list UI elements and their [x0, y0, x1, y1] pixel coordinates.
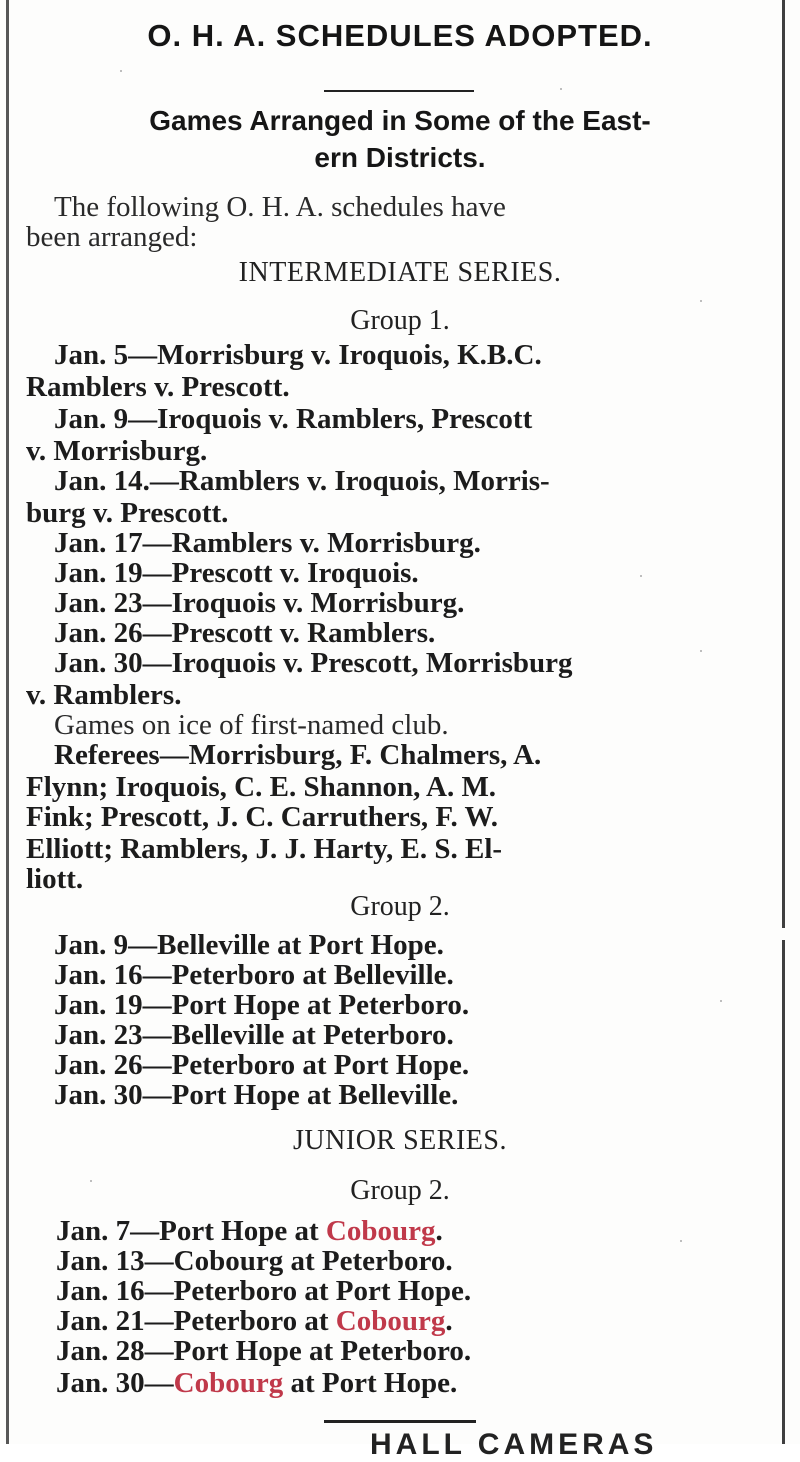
junior-series-title: JUNIOR SERIES.: [293, 1125, 507, 1156]
at-word: at: [294, 1215, 319, 1247]
referees-line: liott.: [26, 863, 84, 895]
game-date: Jan. 30: [56, 1367, 145, 1399]
schedule-line: Jan. 30—Iroquois v. Prescott, Morrisburg: [54, 647, 573, 679]
headline: O. H. A. SCHEDULES ADOPTED.: [147, 18, 653, 53]
at-word: at: [290, 1367, 315, 1399]
game-date: Jan. 26: [54, 1049, 143, 1081]
dash: —: [142, 1079, 172, 1111]
at-word: at: [290, 1245, 315, 1277]
game-row: [56, 1336, 471, 1366]
subheadline: [26, 102, 774, 176]
at-word: at: [306, 1079, 332, 1111]
period: .: [461, 1049, 470, 1081]
print-speck: [90, 1180, 92, 1182]
referees-line: Elliott; Ramblers, J. J. Harty, E. S. El-: [26, 833, 503, 865]
visiting-team: Belleville: [157, 929, 270, 961]
dash: —: [142, 1019, 172, 1051]
print-speck: [700, 300, 702, 302]
visiting-team: Belleville: [171, 1019, 285, 1051]
schedule-line: Jan. 19—Prescott v. Iroquois.: [54, 557, 419, 589]
home-team: Belleville: [338, 1079, 452, 1111]
home-team-highlighted: Cobourg: [325, 1215, 436, 1247]
visiting-team: Peterboro: [171, 959, 296, 991]
game-date: Jan. 19: [54, 989, 143, 1021]
game-row: [54, 990, 469, 1020]
dash: —: [144, 1367, 174, 1399]
dash: —: [142, 1049, 172, 1081]
column-rule-left: [6, 0, 9, 1444]
dash: —: [144, 1275, 174, 1307]
ice-note: Games on ice of first-named club.: [54, 709, 449, 741]
visiting-team: Cobourg: [173, 1245, 284, 1277]
game-row: [56, 1216, 443, 1246]
at-word: at: [277, 929, 302, 961]
game-row: [54, 1020, 454, 1050]
visiting-team: Port Hope: [159, 1215, 288, 1247]
junior-group-2-title: Group 2.: [350, 1175, 450, 1206]
game-row: [56, 1246, 453, 1276]
print-speck: [700, 650, 702, 652]
subhead-line-1: Games Arranged in Some of the East-: [149, 105, 651, 136]
next-article-heading-text: HALL CAMERAS: [370, 1428, 658, 1461]
home-team: Port Hope: [333, 1049, 462, 1081]
period: .: [463, 1275, 472, 1307]
schedule-line: Ramblers v. Prescott.: [26, 371, 290, 403]
dash: —: [130, 1215, 160, 1247]
print-speck: [560, 88, 562, 90]
home-team: Peterboro: [323, 1019, 447, 1051]
dash: —: [144, 1245, 174, 1277]
schedule-line: burg v. Prescott.: [26, 497, 229, 529]
dash: —: [142, 959, 172, 991]
intermediate-series-title: INTERMEDIATE SERIES.: [238, 257, 562, 288]
visiting-team-highlighted: Cobourg: [173, 1367, 284, 1399]
period: .: [445, 1305, 453, 1337]
visiting-team: Peterboro: [173, 1275, 298, 1307]
dash: —: [144, 1305, 174, 1337]
column-rule-right: [782, 0, 785, 1444]
game-row: [56, 1276, 471, 1306]
schedule-line: v. Ramblers.: [26, 679, 182, 711]
print-speck: [640, 575, 642, 577]
home-team: Port Hope: [308, 929, 437, 961]
game-row: [54, 1050, 469, 1080]
dash: —: [142, 989, 172, 1021]
home-team: Peterboro: [321, 1245, 446, 1277]
home-team: Peterboro: [338, 989, 462, 1021]
visiting-team: Port Hope: [171, 1079, 300, 1111]
game-row: [56, 1306, 453, 1336]
at-word: at: [304, 1305, 329, 1337]
home-team: Port Hope: [335, 1275, 464, 1307]
schedule-line: Jan. 26—Prescott v. Ramblers.: [54, 617, 436, 649]
intro-line-1: The following O. H. A. schedules have: [54, 191, 506, 223]
at-word: at: [304, 1275, 329, 1307]
next-article-heading-cut-off: [370, 1428, 730, 1461]
subhead-line-2: ern Districts.: [314, 142, 486, 173]
visiting-team: Port Hope: [173, 1335, 302, 1367]
home-team-highlighted: Cobourg: [335, 1305, 446, 1337]
period: .: [436, 929, 444, 961]
visiting-team: Port Hope: [171, 989, 300, 1021]
print-speck: [680, 1240, 682, 1242]
intro-line-2: been arranged:: [26, 221, 198, 253]
home-team: Peterboro: [340, 1335, 464, 1367]
schedule-line: Jan. 23—Iroquois v. Morrisburg.: [54, 587, 465, 619]
at-word: at: [308, 1335, 334, 1367]
dash: —: [144, 1335, 174, 1367]
dash: —: [128, 929, 158, 961]
print-speck: [720, 1000, 722, 1002]
schedule-line: Jan. 17—Ramblers v. Morrisburg.: [54, 527, 481, 559]
game-date: Jan. 7: [56, 1215, 131, 1247]
intermediate-group-1-title: Group 1.: [350, 305, 450, 336]
game-date: Jan. 30: [54, 1079, 143, 1111]
game-date: Jan. 23: [54, 1019, 143, 1051]
schedule-line: v. Morrisburg.: [26, 435, 208, 467]
at-word: at: [302, 959, 327, 991]
visiting-team: Peterboro: [173, 1305, 298, 1337]
period: .: [461, 989, 470, 1021]
visiting-team: Peterboro: [171, 1049, 296, 1081]
game-date: Jan. 9: [54, 929, 129, 961]
period: .: [446, 959, 454, 991]
period: .: [451, 1079, 459, 1111]
home-team: Port Hope: [321, 1367, 450, 1399]
article-end-divider: [324, 1420, 476, 1423]
game-row: [54, 930, 444, 960]
referees-line: Flynn; Iroquois, C. E. Shannon, A. M.: [26, 771, 497, 803]
period: .: [445, 1245, 453, 1277]
game-date: Jan. 28: [56, 1335, 145, 1367]
period: .: [449, 1367, 458, 1399]
schedule-line: Jan. 14.—Ramblers v. Iroquois, Morris-: [54, 465, 550, 497]
game-date: Jan. 16: [56, 1275, 145, 1307]
at-word: at: [306, 989, 332, 1021]
home-team: Belleville: [333, 959, 447, 991]
period: .: [446, 1019, 454, 1051]
game-row: [54, 960, 454, 990]
at-word: at: [291, 1019, 316, 1051]
period: .: [435, 1215, 443, 1247]
referees-line: Referees—Morrisburg, F. Chalmers, A.: [54, 739, 542, 771]
column-rule-break: [780, 928, 788, 940]
schedule-line: Jan. 5—Morrisburg v. Iroquois, K.B.C.: [54, 339, 542, 371]
print-speck: [120, 70, 122, 72]
headline-divider: [324, 90, 474, 92]
game-date: Jan. 13: [56, 1245, 145, 1277]
referees-line: Fink; Prescott, J. C. Carruthers, F. W.: [26, 801, 499, 833]
at-word: at: [302, 1049, 327, 1081]
period: .: [463, 1335, 472, 1367]
schedule-line: Jan. 9—Iroquois v. Ramblers, Prescott: [54, 403, 533, 435]
game-date: Jan. 16: [54, 959, 143, 991]
game-row: [54, 1080, 458, 1110]
game-date: Jan. 21: [56, 1305, 145, 1337]
game-row: [56, 1368, 457, 1398]
intermediate-group-2-title: Group 2.: [350, 891, 450, 922]
